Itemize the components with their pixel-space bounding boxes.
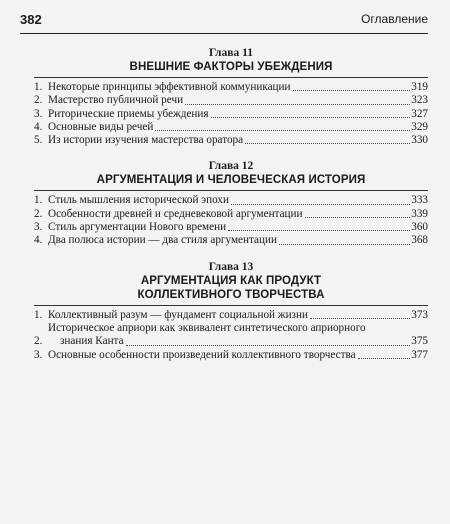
entry-number: 1. (34, 308, 43, 321)
entry-title: Коллективный разум — фундамент социальной жизни (48, 308, 308, 321)
chapter-title-line-1: АРГУМЕНТАЦИЯ КАК ПРОДУКТ (140, 274, 322, 287)
toc-entry[interactable] (34, 234, 428, 247)
entry-number: 2. (34, 335, 43, 348)
toc-entry[interactable] (34, 322, 428, 349)
entry-number: 3. (34, 221, 43, 234)
entry-title: Риторические приемы убеждения (48, 107, 209, 120)
toc-entry[interactable] (34, 134, 428, 147)
dot-leader (155, 130, 410, 131)
running-title: Оглавление (361, 12, 428, 26)
toc-entry[interactable] (34, 309, 428, 322)
entry-page: 327 (411, 107, 428, 120)
entry-title: Основные виды речей (48, 120, 154, 133)
chapter-13-heading (34, 260, 428, 302)
entry-page: 375 (411, 335, 428, 348)
dot-leader (126, 345, 411, 346)
dot-leader (211, 117, 411, 118)
chapter-title: АРГУМЕНТАЦИЯ И ЧЕЛОВЕЧЕСКАЯ ИСТОРИЯ (96, 174, 366, 187)
chapter-rule (34, 305, 428, 306)
entry-page: 329 (411, 120, 428, 133)
entry-number: 1. (34, 194, 43, 207)
toc-entry[interactable] (34, 349, 428, 362)
chapter-number: Глава 12 (208, 160, 254, 173)
entry-page: 319 (411, 81, 428, 93)
entry-page: 339 (411, 207, 428, 220)
entry-page: 368 (411, 234, 428, 247)
dot-leader (185, 104, 410, 105)
chapter-number: Глава 11 (209, 47, 253, 59)
running-head (20, 8, 428, 34)
toc-entry[interactable] (34, 194, 428, 207)
entry-number: 2. (34, 94, 43, 107)
entry-title: Мастерство публичной речи (48, 94, 184, 107)
dot-leader (310, 318, 410, 319)
dot-leader (228, 230, 410, 231)
chapter-12-toc (34, 194, 428, 247)
entry-page: 323 (411, 94, 428, 107)
chapter-title-line-2: КОЛЛЕКТИВНОГО ТВОРЧЕСТВА (137, 288, 325, 301)
entry-page: 377 (411, 348, 428, 361)
entry-page: 360 (411, 221, 428, 234)
toc-entry[interactable] (34, 121, 428, 134)
entry-page: 333 (411, 194, 428, 207)
entry-number: 5. (34, 134, 43, 147)
entry-title: Особенности древней и средневековой аргументации (48, 207, 303, 220)
chapter-13-toc (34, 309, 428, 362)
chapter-rule (34, 190, 428, 191)
entry-page: 330 (411, 134, 428, 147)
chapter-title: ВНЕШНИЕ ФАКТОРЫ УБЕЖДЕНИЯ (129, 61, 333, 73)
entry-number: 3. (34, 348, 43, 361)
entry-title: Некоторые принципы эффективной коммуникации (48, 81, 291, 93)
entry-number: 1. (34, 81, 43, 93)
dot-leader (231, 204, 410, 205)
entry-number: 3. (34, 107, 43, 120)
dot-leader (279, 244, 410, 245)
entry-title: Основные особенности произведений коллективного творчества (48, 348, 356, 361)
chapter-12-heading (34, 159, 428, 187)
dot-leader (305, 217, 411, 218)
entry-number: 4. (34, 120, 43, 133)
chapter-rule (34, 77, 428, 78)
chapter-number: Глава 13 (208, 260, 254, 273)
toc-entry[interactable] (34, 108, 428, 121)
toc-entry[interactable] (34, 81, 428, 94)
toc-entry[interactable] (34, 208, 428, 221)
entry-page: 373 (411, 308, 428, 321)
entry-title: Стиль аргументации Нового времени (48, 221, 227, 234)
chapter-11-toc (34, 81, 428, 147)
dot-leader (358, 358, 411, 359)
toc-entry[interactable] (34, 94, 428, 107)
toc-entry[interactable] (34, 221, 428, 234)
entry-title: Из истории изучения мастерства оратора (48, 134, 244, 147)
entry-title: Стиль мышления исторической эпохи (48, 194, 229, 207)
entry-title: Историческое априори как эквивалент синтетического априорного (48, 321, 366, 334)
entry-title-continued: знания Канта (60, 335, 124, 348)
dot-leader (293, 90, 411, 91)
entry-number: 2. (34, 207, 43, 220)
entry-title: Два полюса истории — два стиля аргументации (48, 234, 277, 247)
entry-number: 4. (34, 234, 43, 247)
dot-leader (245, 143, 410, 144)
page-number: 382 (20, 12, 42, 27)
chapter-11-heading (34, 46, 428, 74)
header-rule (20, 33, 428, 34)
